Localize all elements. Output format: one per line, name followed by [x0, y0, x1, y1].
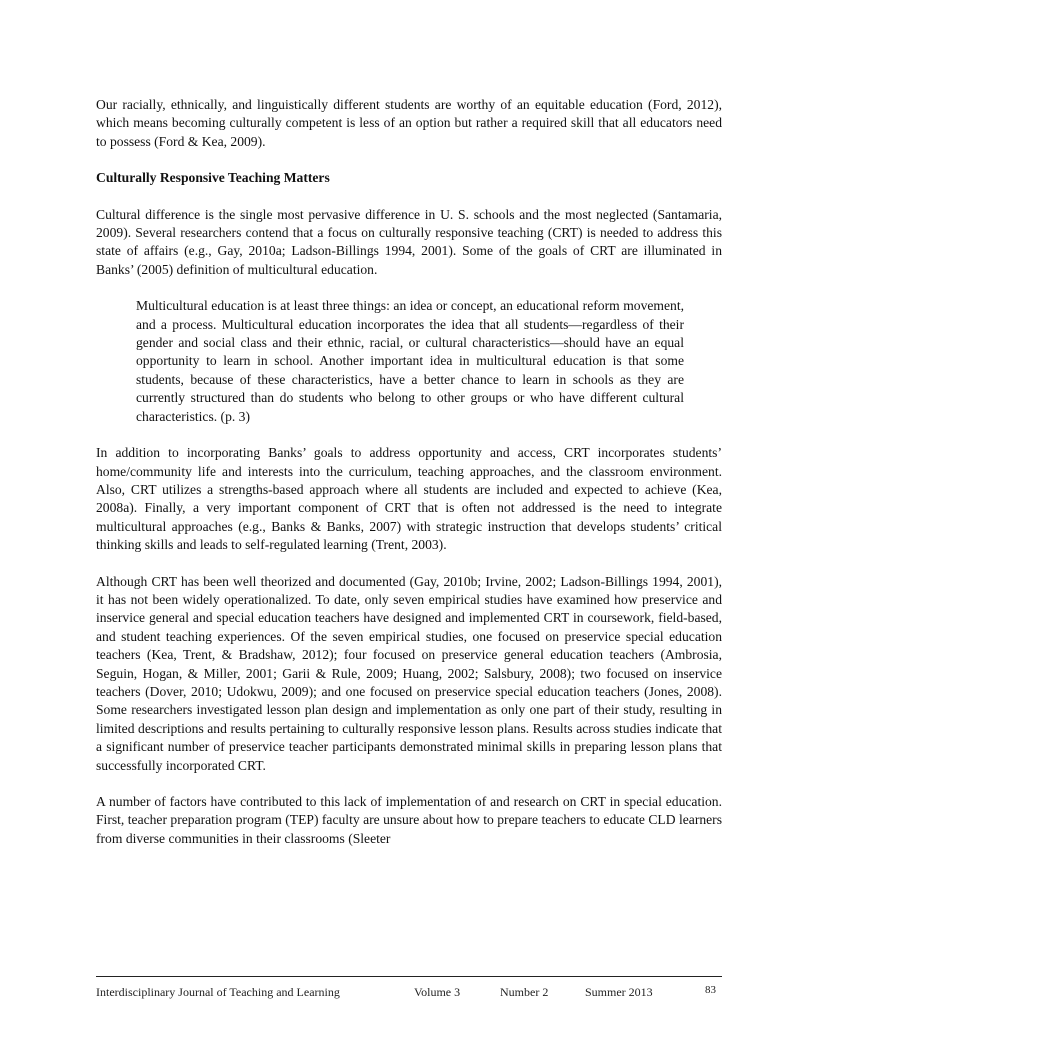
page-body	[96, 96, 722, 866]
footer-page-number: 83	[705, 984, 716, 996]
block-quote: Multicultural education is at least three things: an idea or concept, an educational reform movement, and a process. Multicultural education incorporates the idea that all students—regardless of their gender and social class and their ethnic, racial, or cultural characteristics—should have an equal opportunity to learn in school. Another important idea in multicultural education is that some students, because of these characteristics, have a better chance to learn in schools as they are currently structured than do students who belong to other groups or who have different cultural characteristics. (p. 3)	[136, 298, 684, 424]
paragraph-factors: A number of factors have contributed to this lack of implementation of and research on CRT in special education. First, teacher preparation program (TEP) faculty are unsure about how to prepare teachers to educate CLD learners from diverse communities in their classrooms (Sleeter	[96, 794, 722, 846]
section-heading: Culturally Responsive Teaching Matters	[96, 170, 330, 186]
footer-journal-title: Interdisciplinary Journal of Teaching and Learning	[96, 985, 340, 999]
paragraph-cultural-difference: Cultural difference is the single most pervasive difference in U. S. schools and the most neglected (Santamaria, 2009). Several researchers contend that a focus on culturally responsive teaching (CRT) is needed to address this state of affairs (e.g., Gay, 2010a; Ladson-Billings 1994, 2001). Some of the goals of CRT are illuminated in Banks’ (2005) definition of multicultural education.	[96, 206, 722, 277]
page-footer	[96, 976, 722, 999]
footer-number: Number 2	[500, 985, 549, 999]
paragraph-empirical-studies: Although CRT has been well theorized and documented (Gay, 2010b; Irvine, 2002; Ladson-Billings 1994, 2001), it has not been widely operationalized. To date, only seven empirical studies have examined how preservice and inservice general and special education teachers have designed and implemented CRT in coursework, field-based, and student teaching experiences. Of the seven empirical studies, one focused on preservice special education teachers (Kea, Trent, & Bradshaw, 2012); four focused on preservice general education teachers (Ambrosia, Seguin, Hogan, & Miller, 2001; Garii & Rule, 2009; Huang, 2002; Salsbury, 2008); two focused on inservice teachers (Dover, 2010; Udokwu, 2009); and one focused on preservice special education teachers (Jones, 2008). Some researchers investigated lesson plan design and implementation as only one part of their study, resulting in limited descriptions and results pertaining to culturally responsive lesson plans. Results across studies indicate that a significant number of preservice teacher participants demonstrated minimal skills in preparing lesson plans that successfully incorporated CRT.	[96, 573, 722, 773]
footer-volume: Volume 3	[414, 985, 461, 999]
footer-season: Summer 2013	[585, 985, 653, 999]
paragraph-intro: Our racially, ethnically, and linguistically different students are worthy of an equitable education (Ford, 2012), which means becoming culturally competent is less of an option but rather a required skill that all educators need to possess (Ford & Kea, 2009).	[96, 97, 722, 149]
paragraph-crt-goals: In addition to incorporating Banks’ goals to address opportunity and access, CRT incorporates students’ home/community life and interests into the curriculum, teaching approaches, and the classroom environment. Also, CRT utilizes a strengths-based approach where all students are included and expected to achieve (Kea, 2008a). Finally, a very important component of CRT that is often not addressed is the need to integrate multicultural approaches (e.g., Banks & Banks, 2007) with strategic instruction that develops students’ critical thinking skills and leads to self-regulated learning (Trent, 2003).	[96, 445, 722, 553]
